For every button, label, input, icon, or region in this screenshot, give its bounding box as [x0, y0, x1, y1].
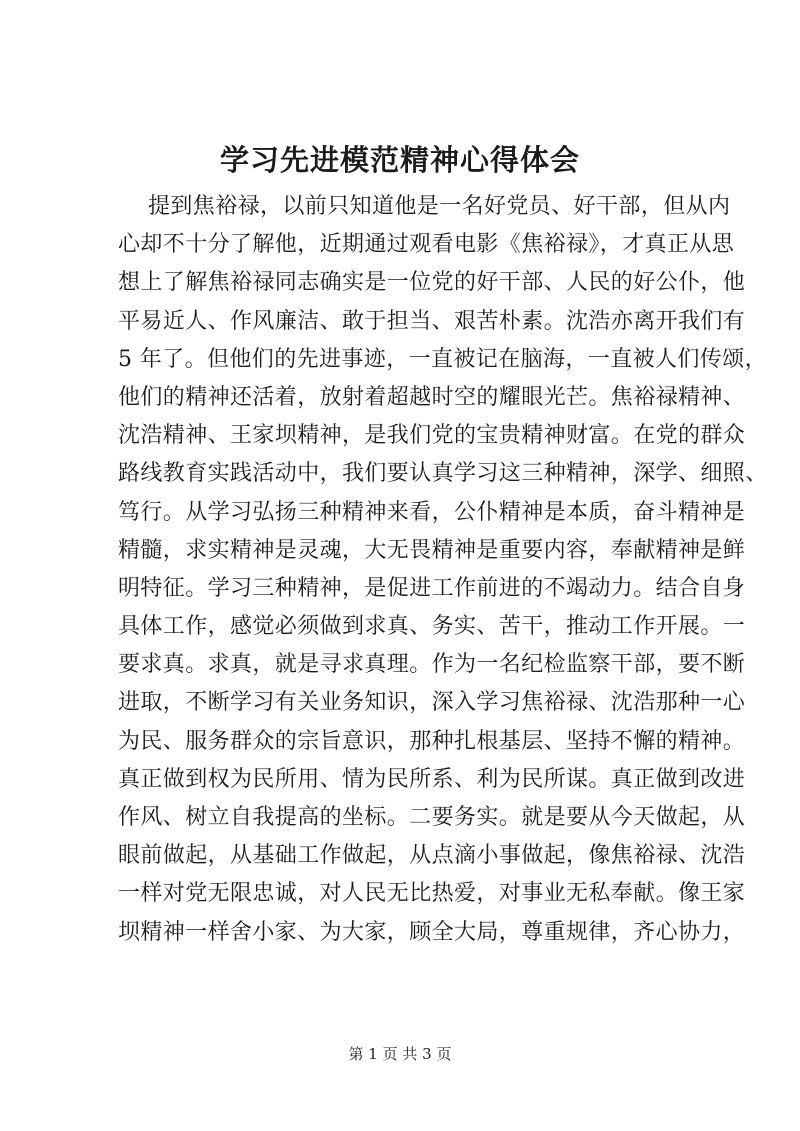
body-line: 眼前做起，从基础工作做起，从点滴小事做起，像焦裕禄、沈浩 — [118, 843, 746, 869]
body-line: 进取，不断学习有关业务知识，深入学习焦裕禄、沈浩那种一心 — [118, 690, 746, 716]
page-footer: 第 1 页 共 3 页 — [348, 1045, 452, 1063]
body-line: 笃行。从学习弘扬三种精神来看，公仆精神是本质，奋斗精神是 — [118, 499, 746, 525]
body-line: 心却不十分了解他，近期通过观看电影《焦裕禄》，才真正从思 — [118, 232, 735, 258]
body-line: 路线教育实践活动中，我们要认真学习这三种精神，深学、细照、 — [118, 461, 768, 487]
body-line: 要求真。求真，就是寻求真理。作为一名纪检监察干部，要不断 — [118, 652, 746, 678]
body-line: 明特征。学习三种精神，是促进工作前进的不竭动力。结合自身 — [118, 575, 746, 601]
body-line: 一样对党无限忠诚，对人民无比热爱，对事业无私奉献。像王家 — [118, 881, 746, 907]
document-body — [118, 188, 768, 952]
body-line: 作风、树立自我提高的坐标。二要务实。就是要从今天做起，从 — [118, 805, 746, 830]
body-line: 真正做到权为民所用、情为民所系、利为民所谋。真正做到改进 — [118, 766, 746, 792]
body-line: 平易近人、作风廉洁、敢于担当、艰苦朴素。沈浩亦离开我们有 — [118, 308, 746, 334]
body-line: 坝精神一样舍小家、为大家，顾全大局，尊重规律，齐心协力， — [118, 919, 746, 945]
body-line: 为民、服务群众的宗旨意识，那种扎根基层、坚持不懈的精神。 — [118, 728, 746, 754]
body-line: 5 年了。但他们的先进事迹，一直被记在脑海，一直被人们传颂， — [118, 346, 767, 372]
body-line: 提到焦裕禄，以前只知道他是一名好党员、好干部，但从内 — [148, 194, 731, 219]
body-line: 想上了解焦裕禄同志确实是一位党的好干部、人民的好公仆，他 — [118, 270, 746, 296]
body-line: 具体工作，感觉必须做到求真、务实、苦干，推动工作开展。一 — [118, 614, 746, 640]
body-line: 他们的精神还活着，放射着超越时空的耀眼光芒。焦裕禄精神、 — [118, 384, 746, 410]
body-line: 沈浩精神、王家坝精神，是我们党的宝贵精神财富。在党的群众 — [118, 423, 746, 449]
document-title: 学习先进模范精神心得体会 — [219, 143, 580, 177]
body-line: 精髓，求实精神是灵魂，大无畏精神是重要内容，奉献精神是鲜 — [118, 537, 746, 563]
